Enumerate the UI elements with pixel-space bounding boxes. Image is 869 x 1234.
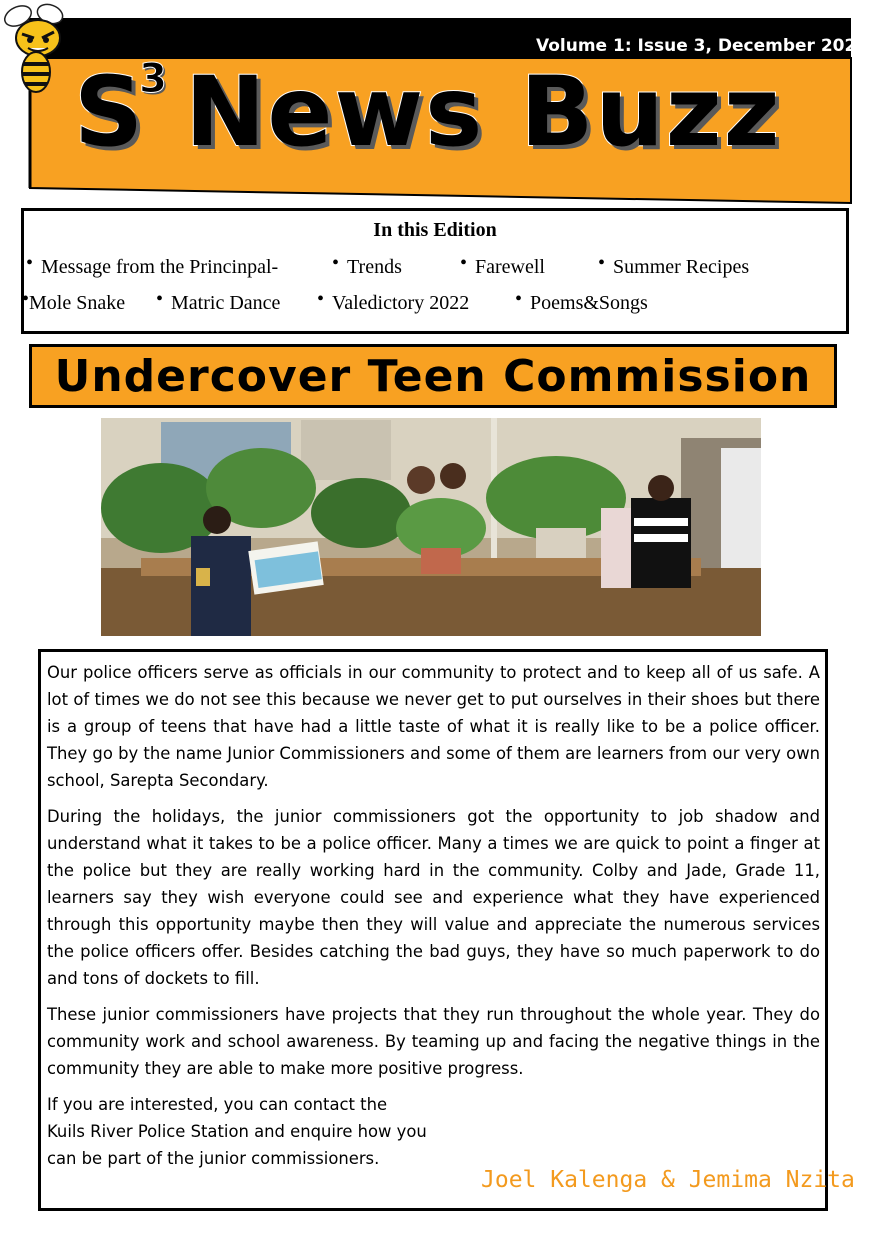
- article-body: [38, 649, 855, 1211]
- logo-superscript: 3: [139, 56, 167, 102]
- bullet-icon: •: [598, 252, 606, 274]
- masthead: [0, 0, 869, 210]
- bullet-icon: •: [460, 252, 468, 274]
- bee-mascot-icon: [0, 0, 72, 96]
- bullet-icon: •: [332, 252, 340, 274]
- contents-title: In this Edition: [373, 219, 497, 241]
- edition-contents-box: [21, 208, 849, 334]
- contents-item[interactable]: • Trends: [332, 252, 402, 278]
- bullet-icon: •: [317, 288, 325, 310]
- article-photo: [101, 418, 761, 636]
- contents-item[interactable]: •Mole Snake: [22, 288, 126, 314]
- contents-item[interactable]: • Message from the Princinpal-: [26, 252, 279, 278]
- bullet-icon: •: [515, 288, 523, 310]
- bullet-icon: •: [26, 252, 34, 274]
- contents-item[interactable]: • Valedictory 2022: [317, 288, 470, 314]
- contents-item[interactable]: • Poems&Songs: [515, 288, 648, 314]
- newsletter-logo-title: [74, 50, 782, 168]
- article-paragraph: These junior commissioners have projects that they run throughout the whole year. They do community work and school awareness. By teaming up and facing the negative things in the community they are able to make more positive progress.: [47, 1005, 820, 1078]
- volume-issue-label: Volume 1: Issue 3, December 2022: [536, 36, 869, 56]
- article-paragraph: During the holidays, the junior commissioners got the opportunity to job shadow and understand what it takes to be a police officer. Many a times we are quick to point a finger at the police but they are really working hard in the community. Colby and Jade, Grade 11, learners say they wish everyone could see and experience what they have experienced through this opportunity maybe then they will value and appreciate the numerous services the police officers offer. Besides catching the bad guys, they have so much paperwork to do and tons of dockets to fill.: [47, 807, 820, 988]
- bullet-icon: •: [156, 288, 164, 310]
- logo-s: S: [74, 56, 144, 168]
- contents-item[interactable]: • Summer Recipes: [598, 252, 750, 278]
- logo-news: News: [184, 56, 485, 168]
- article-paragraph: Our police officers serve as officials in our community to protect and to keep all of us safe. A lot of times we do not see this because we never get to put ourselves in their shoes but there is a group of teens that have had a little taste of what it is really like to be a police officer. They go by the name Junior Commissioners and some of them are learners from our very own school, Sarepta Secondary.: [47, 663, 820, 790]
- logo-buzz: Buzz: [520, 56, 782, 168]
- police-officer-with-learners-photo-icon: [101, 418, 761, 636]
- bullet-icon: •: [22, 288, 30, 310]
- article-headline: Undercover Teen Commission: [54, 350, 812, 402]
- contents-item[interactable]: • Farewell: [460, 252, 545, 278]
- article-byline: Joel Kalenga & Jemima Nzita: [481, 1167, 855, 1193]
- article-paragraph: If you are interested, you can contact the Kuils River Police Station and enquire how you can be part of the junior commissioners.: [47, 1095, 427, 1168]
- article-headline-banner: [29, 344, 837, 408]
- contents-item[interactable]: • Matric Dance: [156, 288, 281, 314]
